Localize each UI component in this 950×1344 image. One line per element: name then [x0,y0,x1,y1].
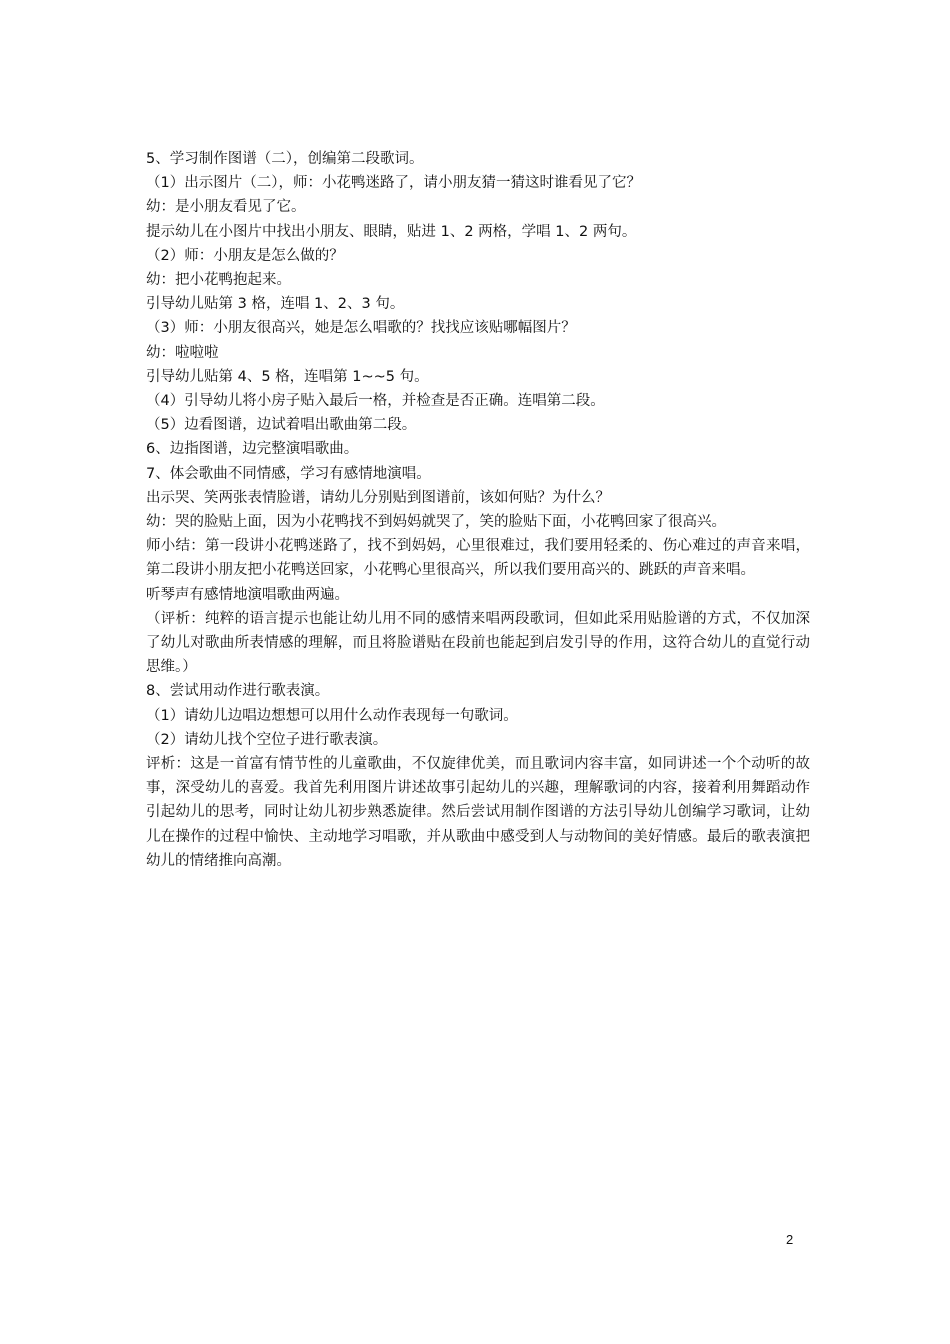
paragraph: 6、边指图谱，边完整演唱歌曲。 [146,441,359,458]
paragraph: （评析：纯粹的语言提示也能让幼儿用不同的感情来唱两段歌词，但如此采用贴脸谱的方式，不仅加深了幼儿对歌曲所表情感的理解，而且将脸谱贴在段前也能起到启发引导的作用，这符合幼儿的直觉行动思维。） [146,610,810,676]
paragraph: （2）师：小朋友是怎么做的？ [146,247,344,264]
paragraph: 8、尝试用动作进行歌表演。 [146,683,330,700]
paragraph: （4）引导幼儿将小房子贴入最后一格，并检查是否正确。连唱第二段。 [146,393,605,410]
paragraph: （1）请幼儿边唱边想想可以用什么动作表现每一句歌词。 [146,707,518,724]
paragraph: （5）边看图谱，边试着唱出歌曲第二段。 [146,417,417,434]
paragraph: （3）师：小朋友很高兴，她是怎么唱歌的？找找应该贴哪幅图片？ [146,320,576,337]
paragraph: 出示哭、笑两张表情脸谱，请幼儿分别贴到图谱前，该如何贴？为什么？ [146,489,610,506]
paragraph: 引导幼儿贴第 3 格，连唱 1、2、3 句。 [146,296,405,313]
paragraph: （2）请幼儿找个空位子进行歌表演。 [146,731,388,748]
paragraph: 听琴声有感情地演唱歌曲两遍。 [146,586,349,603]
paragraph: 幼：哭的脸贴上面，因为小花鸭找不到妈妈就哭了，笑的脸贴下面，小花鸭回家了很高兴。 [146,514,726,531]
paragraph: 评析：这是一首富有情节性的儿童歌曲，不仅旋律优美，而且歌词内容丰富，如同讲述一个个动听的故事，深受幼儿的喜爱。我首先利用图片讲述故事引起幼儿的兴趣，理解歌词的内容，接着利用舞蹈动作引起幼儿的思考，同时让幼儿初步熟悉旋律。然后尝试用制作图谱的方法引导幼儿创编学习歌词，让幼儿在操作的过程中愉快、主动地学习唱歌，并从歌曲中感受到人与动物间的美好情感。最后的歌表演把幼儿的情绪推向高潮。 [146,756,810,869]
paragraph: 5、学习制作图谱（二），创编第二段歌词。 [146,151,424,167]
paragraph: 幼：是小朋友看见了它。 [146,199,306,216]
paragraph: 提示幼儿在小图片中找出小朋友、眼睛，贴进 1、2 两格，学唱 1、2 两句。 [146,223,637,240]
paragraph: 幼：把小花鸭抱起来。 [146,272,291,289]
paragraph: 幼：啦啦啦 [146,344,219,361]
document-body [146,147,810,873]
paragraph: （1）出示图片（二），师：小花鸭迷路了，请小朋友猜一猜这时谁看见了它？ [146,175,641,192]
page-number: 2 [786,1232,794,1247]
paragraph: 师小结：第一段讲小花鸭迷路了，找不到妈妈，心里很难过，我们要用轻柔的、伤心难过的声音来唱，第二段讲小朋友把小花鸭送回家，小花鸭心里很高兴，所以我们要用高兴的、跳跃的声音来唱。 [146,538,810,579]
paragraph: 7、体会歌曲不同情感，学习有感情地演唱。 [146,465,431,482]
paragraph: 引导幼儿贴第 4、5 格，连唱第 1~~5 句。 [146,368,429,385]
